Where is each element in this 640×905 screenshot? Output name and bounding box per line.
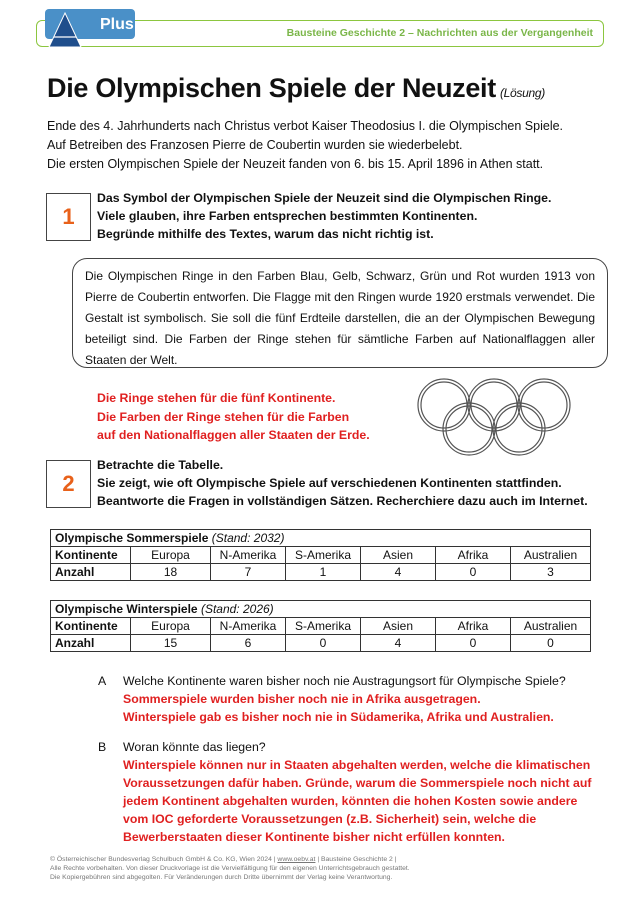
task1-answer — [97, 389, 370, 445]
source-text-box: Die Olympischen Ringe in den Farben Blau, Gelb, Schwarz, Grün und Rot wurden 1913 von Pierre de Coubertin entworfen. Die Flagge mit den Ringen wurde 1920 erstmals verwendet. Die Gestalt ist symbolisch. Sie soll die fünf Erdteile darstellen, die an der Olympischen Bewegung beteiligt sind. Die Farben der Ringe stehen für sämtliche Farben auf Nationalflaggen aller Staaten der Welt. — [72, 258, 608, 368]
task1-answer-line: Die Farben der Ringe stehen für die Farben — [97, 409, 350, 424]
table-cell: 0 — [286, 635, 361, 652]
table-header-cell: Australien — [511, 618, 591, 635]
table-header-cell: S-Amerika — [286, 618, 361, 635]
task1-line: Begründe mithilfe des Textes, warum das nicht richtig ist. — [97, 227, 434, 241]
question-letter: B — [98, 740, 107, 754]
answer-line: Voraussetzungen dafür haben. Gründe, warum die Sommerspiele noch nicht auf — [123, 776, 592, 790]
table-cell: 3 — [511, 564, 591, 581]
intro-line: Auf Betreiben des Franzosen Pierre de Coubertin wurden sie wiederbelebt. — [47, 138, 463, 152]
page-title: Die Olympischen Spiele der Neuzeit (Lösung) — [47, 73, 545, 103]
intro-paragraph — [47, 117, 563, 174]
table-header-cell: Afrika — [436, 618, 511, 635]
task1-instructions — [97, 189, 551, 243]
task1-answer-line: auf den Nationalflaggen aller Staaten der Erde. — [97, 428, 370, 442]
table-caption: Olympische Winterspiele (Stand: 2026) — [51, 601, 591, 618]
publisher-link[interactable]: www.oebv.at — [277, 856, 316, 863]
intro-line: Die ersten Olympischen Spiele der Neuzeit fanden von 6. bis 15. April 1896 in Athen statt. — [47, 157, 544, 171]
table-row — [51, 635, 591, 652]
table-cell: 15 — [131, 635, 211, 652]
table-header-cell: Europa — [131, 618, 211, 635]
table-cell: 0 — [436, 635, 511, 652]
logo-text: Plus — [100, 16, 134, 33]
table-header-cell: Afrika — [436, 547, 511, 564]
table-header-cell: Asien — [361, 618, 436, 635]
table-header-cell: Kontinente — [51, 618, 131, 635]
table-caption: Olympische Sommerspiele (Stand: 2032) — [51, 530, 591, 547]
table-header-row — [51, 618, 591, 635]
table-cell: 18 — [131, 564, 211, 581]
answer-line: vom IOC geforderte Voraussetzungen (z.B. Sicherheit) sein, welche die — [123, 812, 537, 826]
page-subtitle: (Lösung) — [499, 86, 545, 100]
header-title: Bausteine Geschichte 2 – Nachrichten aus der Vergangenheit — [286, 27, 593, 39]
answer-line: Bewerberstaaten dieser Kontinente bisher nicht erfüllen konnten. — [123, 830, 505, 844]
table-header-row — [51, 547, 591, 564]
question-text: Woran könnte das liegen? — [123, 740, 266, 754]
task-number-2: 2 — [46, 460, 91, 508]
plus-logo — [45, 9, 135, 49]
table-row-label: Anzahl — [51, 635, 131, 652]
winter-games-table — [50, 600, 591, 652]
intro-line: Ende des 4. Jahrhunderts nach Christus verbot Kaiser Theodosius I. die Olympischen Spiele. — [47, 119, 564, 133]
task2-line: Beantworte die Fragen in vollständigen Sätzen. Recherchiere dazu auch im Internet. — [97, 494, 588, 508]
table-header-cell: Kontinente — [51, 547, 131, 564]
table-cell: 7 — [211, 564, 286, 581]
table-cell: 6 — [211, 635, 286, 652]
footer: © Österreichischer Bundesverlag Schulbuch GmbH & Co. KG, Wien 2024 | www.oebv.at | Bausteine Geschichte 2 | Alle Rechte vorbehalten. Von dieser Druckvorlage ist die Vervielfältigung für den eigenen Unterrichtsgebrauch gestattet. Die Kopiergebühren sind abgegolten. Für Veränderungen durch Dritte übernimmt der Verlag keine Verantwortung. — [50, 856, 410, 881]
task1-line: Viele glauben, ihre Farben entsprechen bestimmten Kontinenten. — [97, 209, 478, 223]
task1-answer-line: Die Ringe stehen für die fünf Kontinente. — [97, 391, 336, 405]
question-text: Welche Kontinente waren bisher noch nie Austragungsort für Olympische Spiele? — [123, 674, 566, 688]
answer-line: Winterspiele können nur in Staaten abgehalten werden, welche die klimatischen — [123, 758, 591, 772]
table-header-cell: Europa — [131, 547, 211, 564]
task2-instructions — [97, 456, 588, 510]
task2-line: Betrachte die Tabelle. — [97, 458, 224, 472]
answer-line: jedem Kontinent abgehalten wurden, könnten die hohen Kosten sowie andere — [123, 794, 578, 808]
olympic-rings-icon — [414, 373, 574, 463]
table-header-cell: N-Amerika — [211, 618, 286, 635]
table-cell: 0 — [511, 635, 591, 652]
table-cell: 4 — [361, 564, 436, 581]
question-b — [98, 738, 592, 844]
table-header-cell: Australien — [511, 547, 591, 564]
summer-games-table — [50, 529, 591, 581]
task2-line: Sie zeigt, wie oft Olympische Spiele auf verschiedenen Kontinenten stattfinden. — [97, 476, 562, 490]
table-cell: 1 — [286, 564, 361, 581]
table-header-cell: Asien — [361, 547, 436, 564]
answer-line: Winterspiele gab es bisher noch nie in Südamerika, Afrika und Australien. — [123, 710, 554, 724]
table-row — [51, 564, 591, 581]
table-header-cell: S-Amerika — [286, 547, 361, 564]
answer-line: Sommerspiele wurden bisher noch nie in Afrika ausgetragen. — [123, 692, 481, 706]
table-row-label: Anzahl — [51, 564, 131, 581]
question-letter: A — [98, 674, 107, 688]
table-cell: 0 — [436, 564, 511, 581]
question-a — [98, 672, 566, 724]
table-header-cell: N-Amerika — [211, 547, 286, 564]
task1-line: Das Symbol der Olympischen Spiele der Neuzeit sind die Olympischen Ringe. — [97, 191, 552, 205]
task-number-1: 1 — [46, 193, 91, 241]
table-cell: 4 — [361, 635, 436, 652]
